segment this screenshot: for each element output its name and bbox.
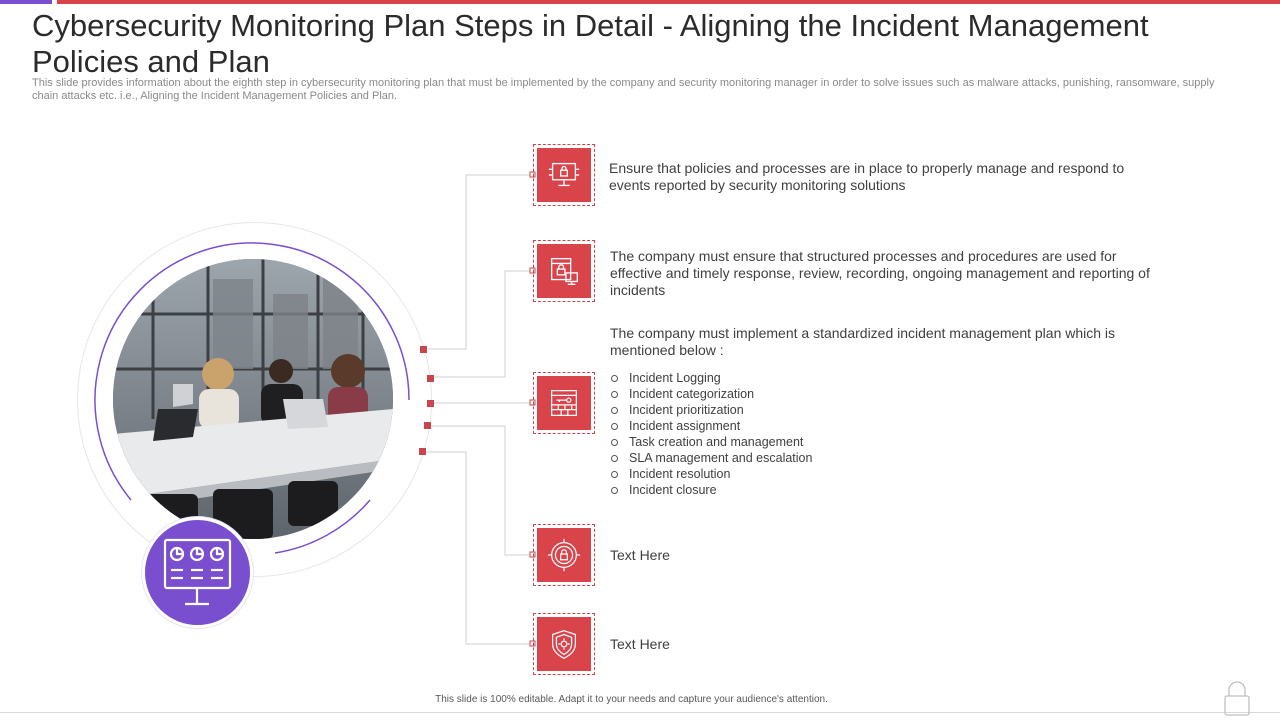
bullet-icon xyxy=(611,455,618,462)
bullet-icon xyxy=(611,391,618,398)
list-item: Incident Logging xyxy=(610,370,812,386)
bullet-icon xyxy=(611,471,618,478)
list-item: Incident resolution xyxy=(610,466,812,482)
slide-title: Cybersecurity Monitoring Plan Steps in Detail - Aligning the Incident Management Policies and Plan xyxy=(32,8,1149,79)
item-3-icon-tile xyxy=(533,372,595,434)
monitor-dashboard-icon xyxy=(145,520,250,625)
list-item: Incident closure xyxy=(610,482,812,498)
item-5-text: Text Here xyxy=(610,636,670,652)
list-item: Incident categorization xyxy=(610,386,812,402)
footer-note: This slide is 100% editable. Adapt it to your needs and capture your audience's attention. xyxy=(435,694,828,705)
item-1-text: Ensure that policies and processes are in place to properly manage and respond to events reported by security monitoring solutions xyxy=(609,160,1125,193)
item-2-icon-tile xyxy=(533,240,595,302)
bullet-icon xyxy=(611,375,618,382)
meeting-photo-illustration xyxy=(113,259,393,539)
item-2-text: The company must ensure that structured processes and procedures are used for effective and timely response, review, recording, ongoing management and reporting of incidents xyxy=(610,248,1150,298)
item-5-icon-tile xyxy=(533,613,595,675)
shield-gear-icon xyxy=(545,625,583,663)
secure-computer-icon xyxy=(545,156,583,194)
lock-icon xyxy=(1222,680,1252,716)
item-3-text: The company must implement a standardized incident management plan which is mentioned below : xyxy=(610,325,1116,358)
item-4-icon-tile xyxy=(533,524,595,586)
padlock-circle-icon xyxy=(545,536,583,574)
locked-screen-icon xyxy=(545,252,583,290)
slide-subtitle: This slide provides information about the eighth step in cybersecurity monitoring plan that must be implemented by the company and security monitoring manager in order to solve issues such as malware attacks, punishing, ransomware, supply chain attacks etc. i.e., Aligning the Incident Management Policies and Plan. xyxy=(32,77,1215,102)
bullet-icon xyxy=(611,439,618,446)
monitor-dashboard-badge xyxy=(142,517,253,628)
top-accent-bar-purple xyxy=(0,0,52,4)
incident-plan-list xyxy=(610,370,812,498)
list-item: Incident assignment xyxy=(610,418,812,434)
list-item: SLA management and escalation xyxy=(610,450,812,466)
list-item: Incident prioritization xyxy=(610,402,812,418)
footer-divider xyxy=(0,712,1280,713)
bullet-icon xyxy=(611,423,618,430)
bullet-icon xyxy=(611,487,618,494)
item-1-icon-tile xyxy=(533,144,595,206)
bullet-icon xyxy=(611,407,618,414)
meeting-photo xyxy=(113,259,393,539)
top-accent-bar-red xyxy=(57,0,1280,4)
firewall-key-icon xyxy=(545,384,583,422)
list-item: Task creation and management xyxy=(610,434,812,450)
item-4-text: Text Here xyxy=(610,547,670,563)
